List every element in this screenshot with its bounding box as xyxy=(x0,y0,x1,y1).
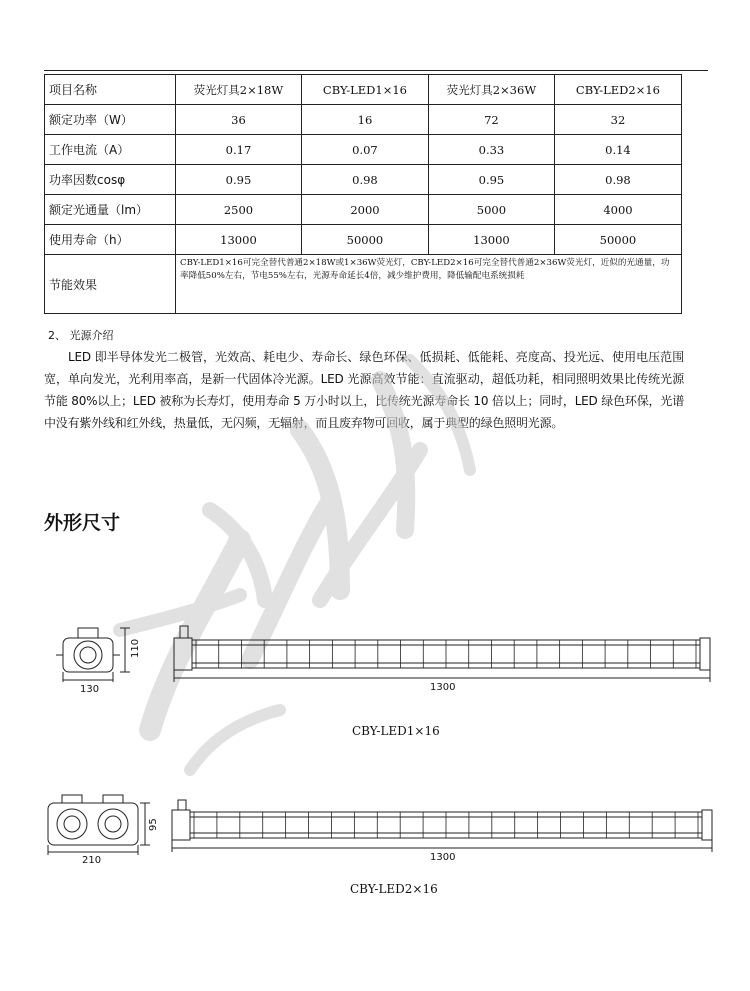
header-cell: CBY-LED2×16 xyxy=(554,75,681,105)
table-cell: 0.98 xyxy=(554,165,681,195)
table-cell: 13000 xyxy=(428,225,554,255)
ribs-led1 xyxy=(196,640,696,668)
header-cell: 荧光灯具2×18W xyxy=(176,75,302,105)
table-cell: 50000 xyxy=(554,225,681,255)
table-cell: 2500 xyxy=(176,195,302,225)
table-cell: 0.95 xyxy=(428,165,554,195)
table-cell: 36 xyxy=(176,105,302,135)
drawing-caption: CBY-LED2×16 xyxy=(350,882,438,896)
side-view-led1 xyxy=(174,626,710,682)
dimensions-heading: 外形尺寸 xyxy=(44,512,121,534)
header-cell: CBY-LED1×16 xyxy=(301,75,428,105)
row-label: 工作电流（A） xyxy=(45,135,176,165)
table-cell: 0.98 xyxy=(301,165,428,195)
table-cell: 0.95 xyxy=(176,165,302,195)
length-label: 1300 xyxy=(430,852,456,863)
effect-note: CBY-LED1×16可完全替代普通2×18W或1×36W荧光灯，CBY-LED2×16可完全替代普通2×36W荧光灯，近似的光通量，功率降低50%左右，节电55%左右，光源寿命延长4倍，减少维护费用，降低输配电系统损耗 xyxy=(176,255,682,314)
table-cell: 0.14 xyxy=(554,135,681,165)
table-cell: 5000 xyxy=(428,195,554,225)
table-cell: 72 xyxy=(428,105,554,135)
height-label: 110 xyxy=(130,638,141,658)
table-cell: 13000 xyxy=(176,225,302,255)
row-label: 节能效果 xyxy=(45,255,176,314)
row-label: 额定功率（W） xyxy=(45,105,176,135)
row-label: 额定光通量（lm） xyxy=(45,195,176,225)
row-label: 使用寿命（h） xyxy=(45,225,176,255)
width-label: 210 xyxy=(82,855,102,866)
row-label: 功率因数cosφ xyxy=(45,165,176,195)
height-label: 95 xyxy=(148,818,159,831)
table-cell: 16 xyxy=(301,105,428,135)
table-cell: 2000 xyxy=(301,195,428,225)
table-cell: 0.33 xyxy=(428,135,554,165)
section-title: 2、 光源介绍 xyxy=(48,329,114,342)
end-view-led1 xyxy=(56,628,130,682)
header-cell: 荧光灯具2×36W xyxy=(428,75,554,105)
drawing-caption: CBY-LED1×16 xyxy=(352,724,440,738)
header-cell: 项目名称 xyxy=(45,75,176,105)
end-view-led2 xyxy=(48,795,150,855)
table-cell: 32 xyxy=(554,105,681,135)
intro-paragraph: LED 即半导体发光二极管，光效高、耗电少、寿命长、绿色环保、低损耗、低能耗、亮度高、投光远、使用电压范围宽，单向发光，光利用率高，是新一代固体冷光源。LED 光源高效节能：直流驱动，超低功耗，相同照明效果比传统光源节能 80%以上；LED 被称为长寿灯，使用寿命 5 万小时以上，比传统光源寿命长 10 倍以上；同时，LED 绿色环保，光谱中没有紫外线和红外线，热量低，无闪频，无辐射，而且废弃物可回收，属于典型的绿色照明光源。 xyxy=(44,350,684,430)
ribs-led2 xyxy=(194,812,698,838)
table-cell: 50000 xyxy=(301,225,428,255)
table-cell: 0.07 xyxy=(301,135,428,165)
table-cell: 0.17 xyxy=(176,135,302,165)
length-label: 1300 xyxy=(430,682,456,693)
table-cell: 4000 xyxy=(554,195,681,225)
width-label: 130 xyxy=(80,684,100,695)
side-view-led2 xyxy=(172,800,712,852)
